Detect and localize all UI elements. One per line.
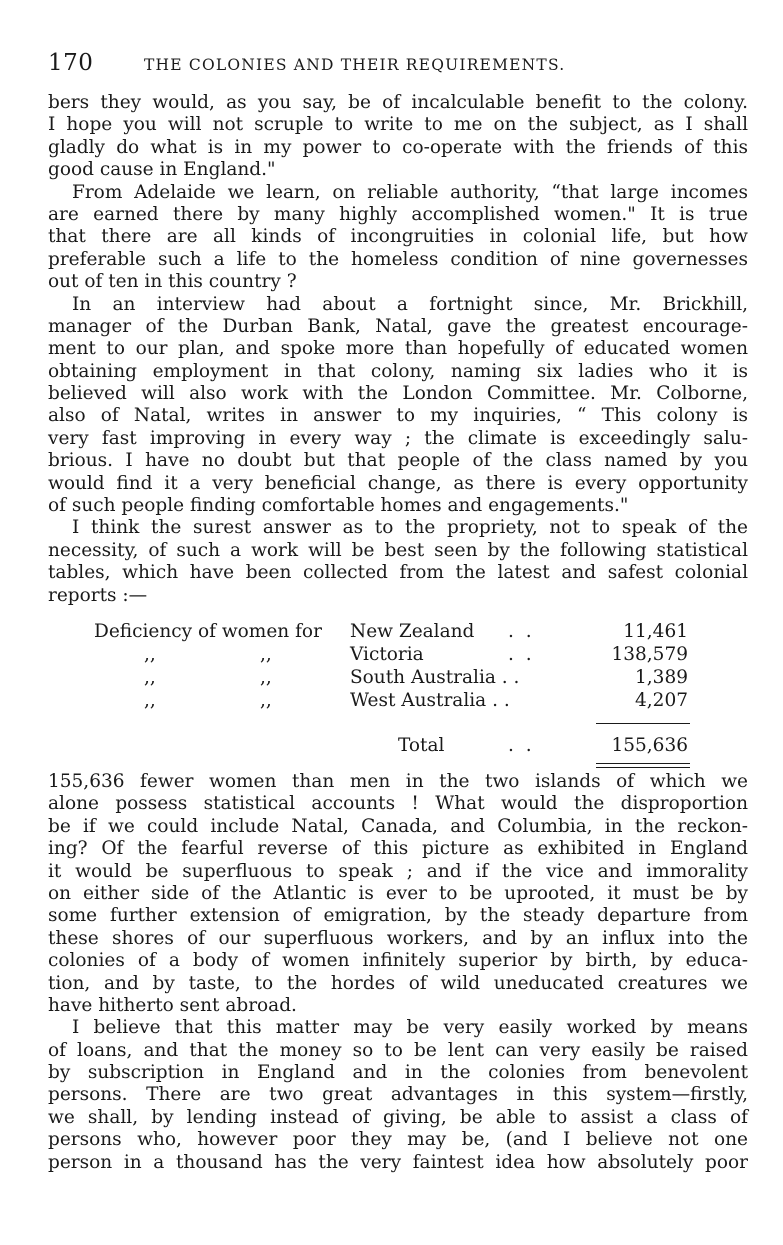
- text-line: 155,636 fewer women than men in the two islands of which we: [48, 771, 748, 792]
- table-value: 1,389: [635, 667, 688, 688]
- total-value: 155,636: [611, 735, 688, 756]
- table-leader-dots: . .: [508, 735, 535, 756]
- table-total-row: [48, 735, 748, 757]
- page-header: [48, 50, 748, 80]
- table-row: [48, 690, 748, 712]
- text-line: colonies of a body of women infinitely superior by birth, by educa-: [48, 950, 748, 972]
- text-line: I hope you will not scruple to write to me on the subject, as I shall: [48, 114, 748, 136]
- text-line: have hitherto sent abroad.: [48, 994, 297, 1016]
- total-double-rule: [596, 763, 690, 764]
- text-line: also of Natal, writes in answer to my inquiries, “ This colony is: [48, 405, 748, 427]
- text-line: obtaining employment in that colony, naming six ladies who it is: [48, 360, 748, 382]
- table-leader-dots: . .: [508, 621, 535, 642]
- text-line: alone possess statistical accounts ! What would the disproportion: [48, 793, 748, 815]
- total-label: Total: [398, 735, 445, 756]
- table-place: West Australia . .: [350, 690, 510, 711]
- running-title: THE COLONIES AND THEIR REQUIREMENTS.: [144, 56, 566, 74]
- table-row: [48, 621, 748, 643]
- text-line: I think the surest answer as to the propriety, not to speak of the: [72, 517, 748, 539]
- text-line: some further extension of emigration, by the steady departure from: [48, 905, 748, 927]
- text-line: would find it a very beneficial change, as there is every opportunity: [48, 472, 748, 494]
- text-line: persons who, however poor they may be, (and I believe not one: [48, 1129, 748, 1151]
- text-line: out of ten in this country ?: [48, 271, 297, 293]
- table-place: New Zealand: [350, 621, 475, 642]
- table-value: 138,579: [611, 644, 688, 665]
- text-line: it would be superfluous to speak ; and if the vice and immorality: [48, 860, 748, 882]
- text-line: I believe that this matter may be very easily worked by means: [72, 1017, 748, 1039]
- text-line: person in a thousand has the very faintest idea how absolutely poor: [48, 1151, 748, 1173]
- text-line: persons. There are two great advantages in this system—firstly,: [48, 1084, 748, 1106]
- table-leader-dots: . .: [508, 644, 535, 665]
- text-line: manager of the Durban Bank, Natal, gave the greatest encourage-: [48, 315, 748, 337]
- total-double-rule: [596, 767, 690, 768]
- ditto-mark: ,,: [260, 644, 272, 665]
- body-text-top: [48, 92, 748, 607]
- text-line: From Adelaide we learn, on reliable authority, “that large incomes: [72, 181, 748, 203]
- text-line: ment to our plan, and spoke more than hopefully of educated women: [48, 338, 748, 360]
- statistics-table: [48, 621, 748, 771]
- text-line: necessity, of such a work will be best seen by the following statistical: [48, 539, 748, 561]
- page-number: 170: [48, 50, 94, 76]
- text-line: that there are all kinds of incongruities in colonial life, but how: [48, 226, 748, 248]
- text-line: tion, and by taste, to the hordes of wild uneducated creatures we: [48, 972, 748, 994]
- table-value: 11,461: [623, 621, 688, 642]
- text-line: bers they would, as you say, be of incalculable benefit to the colony.: [48, 92, 748, 113]
- table-row: [48, 644, 748, 666]
- table-lead-label: Deficiency of women for: [94, 621, 322, 642]
- text-line: preferable such a life to the homeless condition of nine governesses: [48, 248, 748, 270]
- ditto-mark: ,,: [144, 690, 156, 711]
- text-line: be if we could include Natal, Canada, and Columbia, in the reckon-: [48, 815, 748, 837]
- text-line: on either side of the Atlantic is ever to be uprooted, it must be by: [48, 882, 748, 904]
- text-line: of loans, and that the money so to be lent can very easily be raised: [48, 1039, 748, 1061]
- text-line: are earned there by many highly accomplished women." It is true: [48, 203, 748, 225]
- text-line: very fast improving in every way ; the climate is exceedingly salu-: [48, 427, 748, 449]
- body-text-bottom: [48, 771, 748, 1174]
- text-line: by subscription in England and in the colonies from benevolent: [48, 1062, 748, 1084]
- ditto-mark: ,,: [260, 667, 272, 688]
- ditto-mark: ,,: [260, 690, 272, 711]
- table-value: 4,207: [635, 690, 688, 711]
- text-line: ing? Of the fearful reverse of this picture as exhibited in England: [48, 838, 748, 860]
- text-line: good cause in England.": [48, 159, 276, 181]
- text-line: brious. I have no doubt but that people of the class named by you: [48, 450, 748, 472]
- text-line: of such people finding comfortable homes and engagements.": [48, 495, 629, 517]
- text-line: gladly do what is in my power to co-operate with the friends of this: [48, 136, 748, 158]
- text-line: we shall, by lending instead of giving, be able to assist a class of: [48, 1106, 748, 1128]
- table-place: Victoria: [350, 644, 424, 665]
- table-row: [48, 667, 748, 689]
- ditto-mark: ,,: [144, 667, 156, 688]
- text-line: these shores of our superfluous workers, and by an influx into the: [48, 927, 748, 949]
- text-line: tables, which have been collected from the latest and safest colonial: [48, 562, 748, 584]
- text-line: In an interview had about a fortnight since, Mr. Brickhill,: [72, 293, 748, 315]
- table-place: South Australia . .: [350, 667, 520, 688]
- ditto-mark: ,,: [144, 644, 156, 665]
- text-line: reports :—: [48, 584, 148, 606]
- sum-rule: [596, 723, 690, 724]
- text-line: believed will also work with the London Committee. Mr. Colborne,: [48, 383, 748, 405]
